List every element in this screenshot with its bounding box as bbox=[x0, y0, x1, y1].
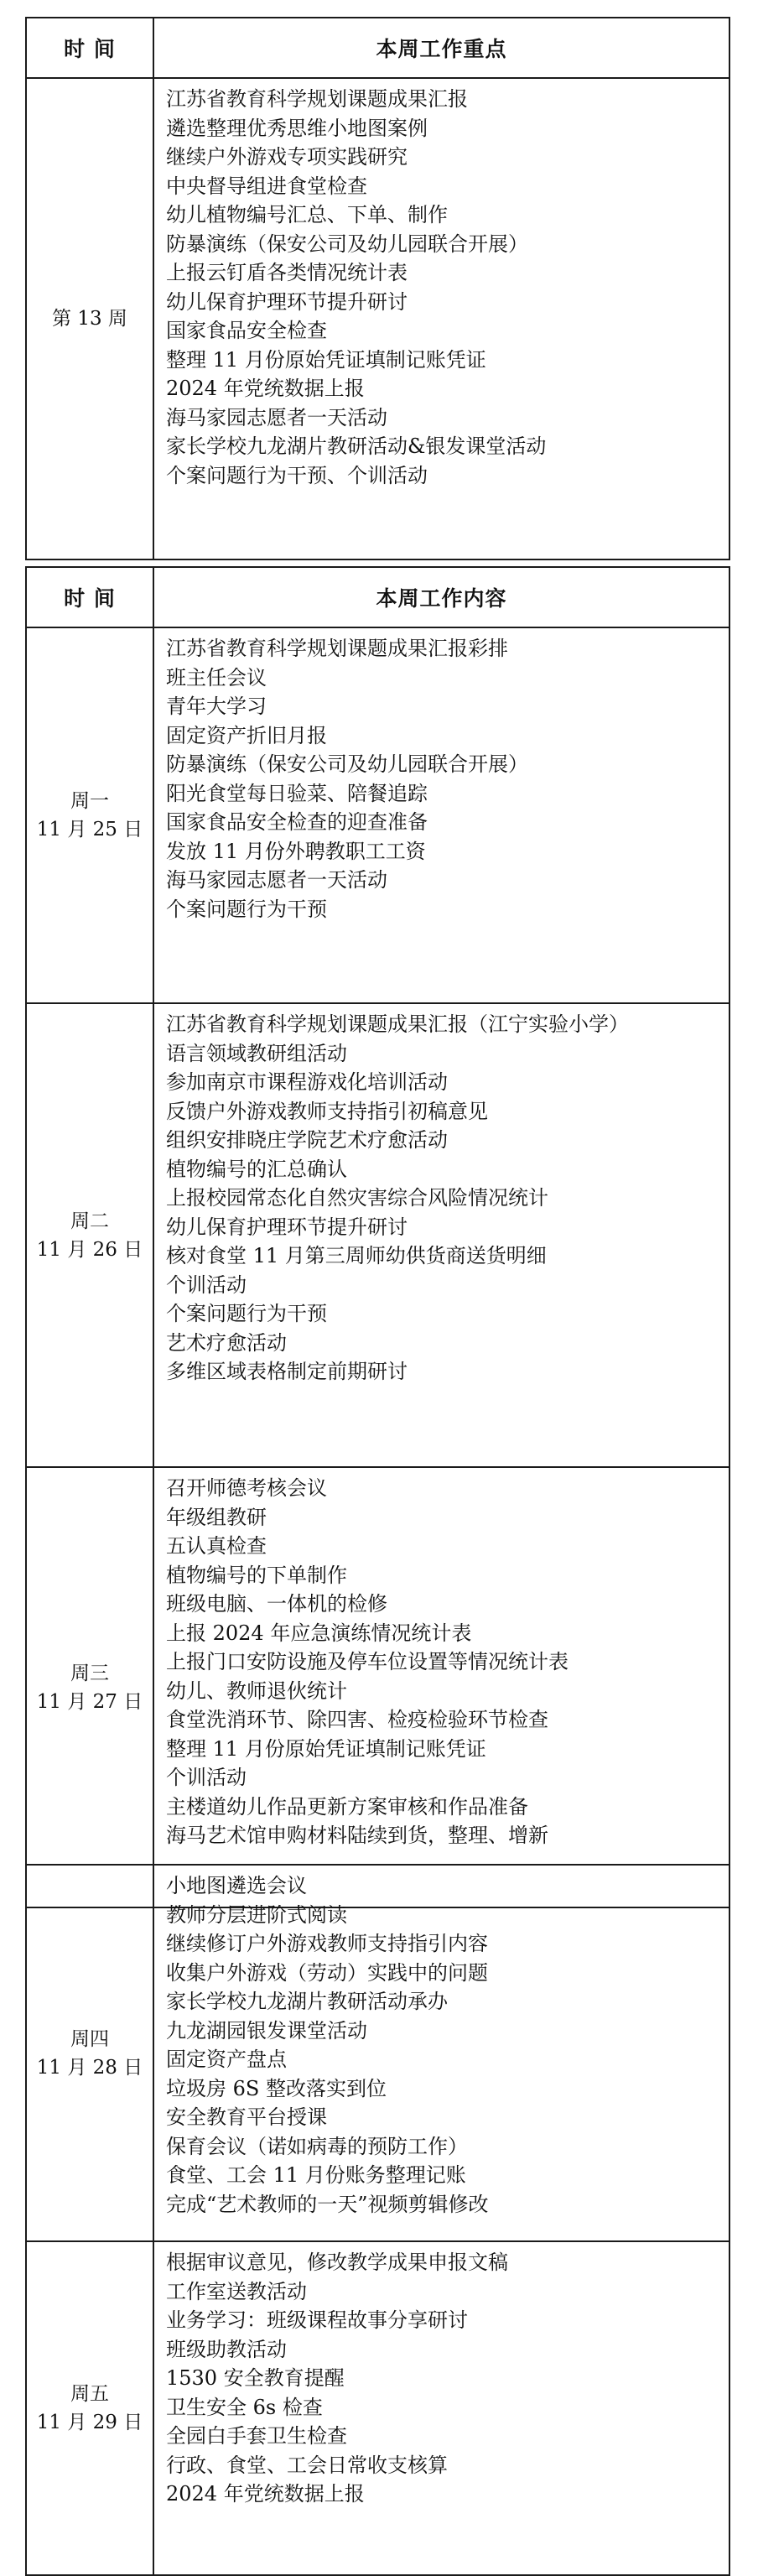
task-item: 继续户外游戏专项实践研究 bbox=[166, 145, 408, 169]
task-item: 国家食品安全检查 bbox=[166, 319, 327, 342]
task-item: 家长学校九龙湖片教研活动&银发课堂活动 bbox=[166, 435, 547, 458]
day-cell bbox=[26, 1865, 153, 2241]
task-item: 江苏省教育科学规划课题成果汇报彩排 bbox=[166, 637, 508, 660]
wednesday-row bbox=[26, 1467, 729, 1907]
task-item: 艺术疗愈活动 bbox=[166, 1330, 287, 1355]
date-label: 11 月 26 日 bbox=[36, 1238, 143, 1261]
task-item: 幼儿保育护理环节提升研讨 bbox=[166, 1215, 408, 1239]
tuesday-row bbox=[26, 1003, 729, 1467]
task-item: 植物编号的下单制作 bbox=[166, 1563, 347, 1587]
task-item: 个训活动 bbox=[166, 1272, 247, 1297]
task-item: 年级组教研 bbox=[166, 1505, 267, 1529]
task-item: 召开师德考核会议 bbox=[166, 1476, 327, 1500]
task-item: 教师分层进阶式阅读 bbox=[166, 1902, 347, 1927]
day-task-list bbox=[153, 1467, 729, 1907]
task-item: 个训活动 bbox=[166, 1766, 247, 1789]
task-item: 全园白手套卫生检查 bbox=[166, 2424, 347, 2448]
day-cell bbox=[26, 627, 153, 1003]
task-item: 主楼道幼儿作品更新方案审核和作品准备 bbox=[166, 1794, 528, 1819]
task-item: 江苏省教育科学规划课题成果汇报（江宁实验小学） bbox=[166, 1012, 629, 1036]
date-label: 11 月 28 日 bbox=[36, 2056, 143, 2079]
date-label: 11 月 25 日 bbox=[36, 819, 143, 840]
day-task-list bbox=[153, 2241, 729, 2575]
task-item: 固定资产盘点 bbox=[166, 2048, 287, 2071]
task-item: 2024 年党统数据上报 bbox=[166, 377, 365, 400]
week-13-row bbox=[26, 78, 729, 559]
day-label: 周二 bbox=[70, 1210, 109, 1232]
thursday-row bbox=[26, 1865, 729, 2241]
task-item: 防暴演练（保安公司及幼儿园联合开展） bbox=[166, 232, 528, 256]
task-item: 组织安排晓庄学院艺术疗愈活动 bbox=[166, 1128, 448, 1152]
task-item: 国家食品安全检查的迎查准备 bbox=[166, 810, 428, 834]
task-item: 个案问题行为干预 bbox=[166, 897, 327, 921]
task-item: 小地图遴选会议 bbox=[166, 1874, 307, 1897]
task-item: 海马家园志愿者一天活动 bbox=[166, 405, 387, 429]
date-label: 11 月 27 日 bbox=[36, 1690, 143, 1713]
task-item: 阳光食堂每日验菜、陪餐追踪 bbox=[166, 781, 428, 805]
task-item: 五认真检查 bbox=[166, 1534, 267, 1558]
task-item: 幼儿植物编号汇总、下单、制作 bbox=[166, 203, 448, 226]
day-label: 周五 bbox=[70, 2383, 109, 2405]
time-column-header: 时 间 bbox=[26, 18, 153, 78]
task-item: 完成“艺术教师的一天”视频剪辑修改 bbox=[166, 2192, 489, 2216]
weekly-content-table-continued bbox=[25, 1864, 730, 2576]
task-item: 上报 2024 年应急演练情况统计表 bbox=[166, 1621, 472, 1645]
task-item: 整理 11 月份原始凭证填制记账凭证 bbox=[166, 347, 486, 372]
task-item: 班主任会议 bbox=[166, 665, 267, 690]
day-cell bbox=[26, 2241, 153, 2575]
week-label: 第 13 周 bbox=[26, 78, 153, 559]
task-item: 行政、食堂、工会日常收支核算 bbox=[166, 2453, 448, 2477]
task-item: 垃圾房 6S 整改落实到位 bbox=[166, 2076, 387, 2100]
task-item: 海马家园志愿者一天活动 bbox=[166, 868, 387, 892]
task-item: 海马艺术馆申购材料陆续到货，整理、增新 bbox=[166, 1824, 548, 1847]
task-item: 保育会议（诺如病毒的预防工作） bbox=[166, 2134, 468, 2158]
day-cell bbox=[26, 1003, 153, 1467]
table-header-row bbox=[26, 567, 729, 627]
day-task-list bbox=[153, 1003, 729, 1467]
task-item: 发放 11 月份外聘教职工工资 bbox=[166, 839, 426, 863]
task-item: 参加南京市课程游戏化培训活动 bbox=[166, 1070, 448, 1094]
task-item: 收集户外游戏（劳动）实践中的问题 bbox=[166, 1960, 488, 1985]
task-item: 语言领域教研组活动 bbox=[166, 1041, 347, 1065]
day-label: 周四 bbox=[70, 2027, 109, 2050]
task-item: 植物编号的汇总确认 bbox=[166, 1157, 347, 1181]
task-item: 1530 安全教育提醒 bbox=[166, 2366, 345, 2390]
day-cell bbox=[26, 1467, 153, 1907]
task-item: 个案问题行为干预 bbox=[166, 1302, 327, 1325]
task-item: 核对食堂 11 月第三周师幼供货商送货明细 bbox=[166, 1244, 547, 1267]
task-item: 继续修订户外游戏教师支持指引内容 bbox=[166, 1932, 488, 1955]
task-item: 家长学校九龙湖片教研活动承办 bbox=[166, 1990, 448, 2013]
task-item: 防暴演练（保安公司及幼儿园联合开展） bbox=[166, 752, 528, 776]
task-item: 江苏省教育科学规划课题成果汇报 bbox=[166, 87, 468, 111]
task-item: 工作室送教活动 bbox=[166, 2279, 307, 2303]
task-item: 2024 年党统数据上报 bbox=[166, 2482, 365, 2506]
day-task-list bbox=[153, 627, 729, 1003]
task-item: 青年大学习 bbox=[166, 695, 267, 718]
task-item: 根据审议意见，修改教学成果申报文稿 bbox=[166, 2251, 508, 2274]
content-column-header: 本周工作内容 bbox=[153, 567, 729, 627]
task-item: 九龙湖园银发课堂活动 bbox=[166, 2018, 367, 2043]
monday-row bbox=[26, 627, 729, 1003]
date-label: 11 月 29 日 bbox=[36, 2412, 143, 2433]
focus-column-header: 本周工作重点 bbox=[153, 18, 729, 78]
weekly-content-table bbox=[25, 566, 730, 1908]
task-item: 安全教育平台授课 bbox=[166, 2105, 327, 2129]
task-item: 反馈户外游戏教师支持指引初稿意见 bbox=[166, 1099, 488, 1123]
day-task-list bbox=[153, 1865, 729, 2241]
weekly-focus-table bbox=[25, 17, 730, 560]
task-item: 食堂、工会 11 月份账务整理记账 bbox=[166, 2163, 466, 2187]
week-focus-list bbox=[153, 78, 729, 559]
task-item: 班级助教活动 bbox=[166, 2337, 287, 2361]
task-item: 个案问题行为干预、个训活动 bbox=[166, 463, 428, 487]
time-column-header: 时 间 bbox=[26, 567, 153, 627]
day-label: 周一 bbox=[70, 790, 109, 812]
task-item: 遴选整理优秀思维小地图案例 bbox=[166, 116, 428, 140]
task-item: 中央督导组进食堂检查 bbox=[166, 174, 367, 198]
day-label: 周三 bbox=[70, 1662, 109, 1684]
task-item: 整理 11 月份原始凭证填制记账凭证 bbox=[166, 1736, 486, 1761]
task-item: 幼儿、教师退伙统计 bbox=[166, 1678, 347, 1703]
task-item: 卫生安全 6s 检查 bbox=[166, 2395, 323, 2419]
friday-row bbox=[26, 2241, 729, 2575]
task-item: 食堂洗消环节、除四害、检疫检验环节检查 bbox=[166, 1708, 548, 1731]
table-header-row bbox=[26, 18, 729, 78]
task-item: 班级电脑、一体机的检修 bbox=[166, 1592, 387, 1616]
task-item: 上报校园常态化自然灾害综合风险情况统计 bbox=[166, 1186, 548, 1210]
task-item: 幼儿保育护理环节提升研讨 bbox=[166, 289, 408, 314]
task-item: 多维区域表格制定前期研讨 bbox=[166, 1360, 408, 1383]
task-item: 上报门口安防设施及停车位设置等情况统计表 bbox=[166, 1650, 568, 1673]
task-item: 固定资产折旧月报 bbox=[166, 723, 327, 747]
task-item: 业务学习：班级课程故事分享研讨 bbox=[166, 2308, 468, 2332]
task-item: 上报云钉盾各类情况统计表 bbox=[166, 261, 408, 284]
